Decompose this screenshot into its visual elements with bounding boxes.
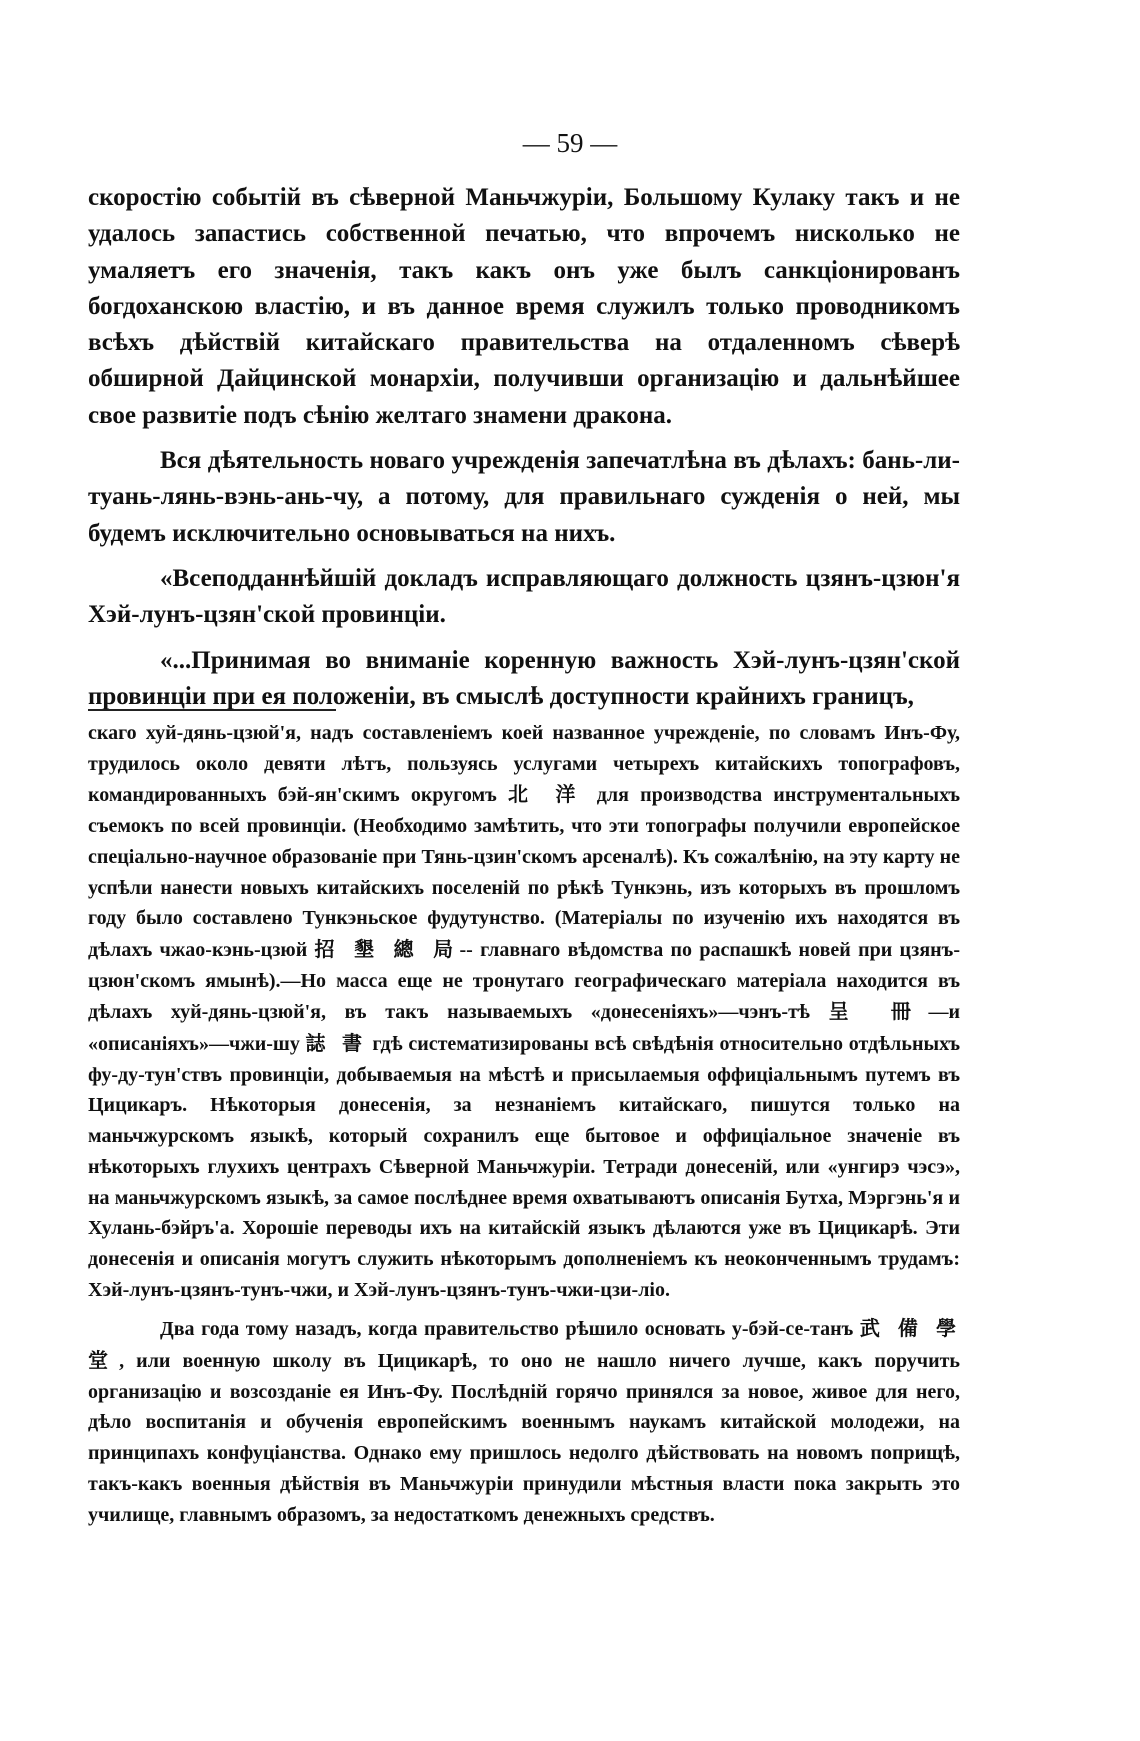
paragraph: «Всеподданнѣйшій докладъ исправляющаго должность цзянъ-цзюн'я Хэй-лунъ-цзян'ской провинціи. <box>88 564 960 629</box>
paragraph: Вся дѣятельность новаго учрежденія запечатлѣна въ дѣлахъ: бань-ли-туань-лянь-вэнь-ань-чу, а потому, для правильнаго сужденія о ней, мы будемъ исключительно основываться на нихъ. <box>88 447 960 547</box>
page-number: — 59 — <box>522 128 618 158</box>
footnote-text: -- главнаго вѣдомства по распашкѣ новей при цзянъ-цзюн'скомъ ямынѣ).—Но масса еще не тронутаго географическаго матеріала находится въ дѣлахъ хуй-дянь-цзюй'я, въ такъ называемыхъ «донесеніяхъ»—чэнъ-тѣ <box>88 938 961 1024</box>
paragraph: скоростію событій въ сѣверной Маньчжуріи, Большому Кулаку такъ и не удалось запастись собственной печатью, что впрочемъ нисколько не умаляетъ его значенія, такъ какъ онъ уже былъ санкціонированъ богдоханскою властію, и въ данное время служилъ только проводникомъ всѣхъ дѣйствій китайскаго правительства на отдаленномъ сѣверѣ обширной Дайцинской монархіи, получивши организацію и дальнѣйшее свое развитіе подъ сѣнію желтаго знамени дракона. <box>88 184 960 429</box>
footnote-rule <box>88 709 336 711</box>
chinese-characters: 誌 書 <box>305 1031 367 1056</box>
main-text <box>88 180 960 724</box>
footnote-block <box>88 718 960 1538</box>
footnote-text: гдѣ систематизированы всѣ свѣдѣнія относительно отдѣльныхъ фу-ду-тун'ствъ провинціи, добываемыя на мѣстѣ и присылаемыя оффиціальнымъ путемъ въ Цицикаръ. Нѣкоторыя донесенія, за незнаніемъ китайскаго, пишутся только на маньчжурскомъ языкѣ, который сохранилъ еще бытовое и оффиціальное значеніе въ нѣкоторыхъ глухихъ центрахъ Сѣверной Маньчжуріи. Тетради донесеній, или «унгирэ чэсэ», на маньчжурскомъ языкѣ, за самое послѣднее время охватываютъ описанія Бутха, Мэргэнь'я и Хулань-бэйръ'а. Хорошіе переводы ихъ на китайскій языкъ дѣлаются уже въ Цицикарѣ. Эти донесенія и описанія могутъ служить нѣкоторымъ дополненіемъ къ неоконченнымъ трудамъ: Хэй-лунъ-цзянъ-тунъ-чжи, и Хэй-лунъ-цзянъ-тунъ-чжи-цзи-ліо. <box>88 1033 960 1301</box>
footnote-text: —и «описаніяхъ»—чжи-шу <box>88 1001 961 1056</box>
footnote-text: скаго хуй-дянь-цзюй'я, надъ составленіемъ коей названное учрежденіе, по словамъ Инъ-Фу, трудилось около девяти лѣтъ, пользуясь услугами четырехъ китайскихъ топографовъ, командированныхъ бэй-ян'скимъ округомъ <box>88 722 960 807</box>
chinese-characters: 招 墾 總 局 <box>314 936 460 961</box>
chinese-characters: 武 備 學 堂 <box>88 1316 961 1373</box>
footnote-paragraph <box>88 1313 960 1530</box>
paragraph: «...Принимая во вниманіе коренную важность Хэй-лунъ-цзян'ской провинціи при ея положеніи, въ смыслѣ доступности крайнихъ границъ, <box>88 646 960 710</box>
footnote-paragraph <box>88 718 960 1305</box>
footnote-text: , или военную школу въ Цицикарѣ, то оно не нашло ничего лучше, какъ поручить организацію и возсозданіе ея Инъ-Фу. Послѣдній горячо принялся за новое, живое для него, дѣло воспитанія и обученія европейскимъ военнымъ наукамъ китайской молодежи, на принципахъ конфуціанства. Однако ему пришлось недолго дѣйствовать на новомъ поприщѣ, такъ-какъ военныя дѣйствія въ Маньчжуріи принудили мѣстныя власти пока закрыть это училище, главнымъ образомъ, за недостаткомъ денежныхъ средствъ. <box>88 1350 961 1526</box>
footnote-text: для производства инструментальныхъ съемокъ по всей провинціи. (Необходимо замѣтить, что эти топографы получили европейское спеціально-научное образованіе при Тянь-цзин'скомъ арсеналѣ). Къ сожалѣнію, на эту карту не успѣли нанести новыхъ китайскихъ поселеній по рѣкѣ Тункэнь, изъ которыхъ въ прошломъ году было составлено Тункэньское фудутунство. (Матеріалы по изученію ихъ находятся въ дѣлахъ чжао-кэнь-цзюй <box>88 784 960 961</box>
chinese-characters: 北 洋 <box>507 782 586 807</box>
chinese-characters: 呈 冊 <box>828 999 929 1024</box>
footnote-text: Два года тому назадъ, когда правительство рѣшило основать у-бэй-се-танъ <box>160 1318 854 1341</box>
